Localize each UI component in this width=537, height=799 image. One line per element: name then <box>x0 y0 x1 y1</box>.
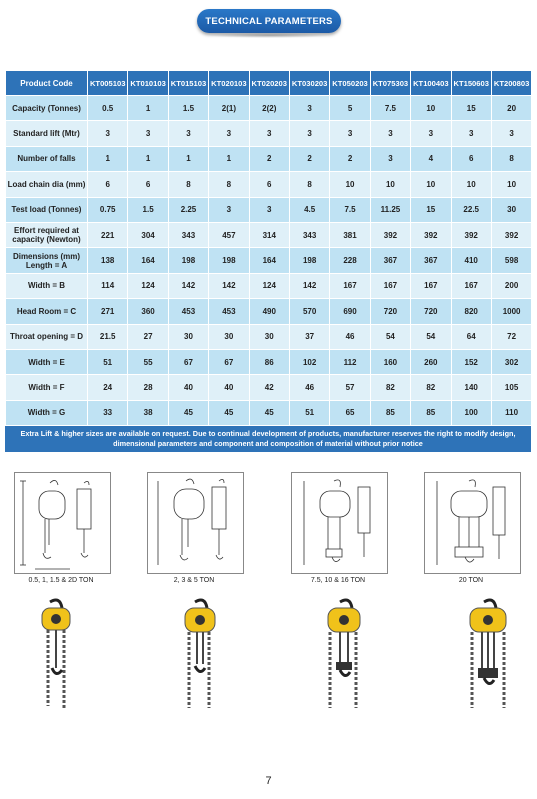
hoist-photo-1-icon <box>30 598 90 710</box>
table-cell: 381 <box>330 222 370 247</box>
table-row <box>6 197 532 222</box>
table-cell: 110 <box>491 400 531 425</box>
table-row <box>6 273 532 298</box>
table-cell: 142 <box>168 273 208 298</box>
table-cell: 10 <box>451 172 491 197</box>
table-cell: 1 <box>168 146 208 171</box>
table-cell: 65 <box>330 400 370 425</box>
table-cell: 140 <box>451 375 491 400</box>
table-row <box>6 248 532 273</box>
table-cell: 3 <box>128 121 168 146</box>
row-label: Width = G <box>6 400 88 425</box>
table-cell: 3 <box>209 121 249 146</box>
table-cell: 54 <box>411 324 451 349</box>
table-cell: 167 <box>451 273 491 298</box>
page-number: 7 <box>265 775 272 787</box>
table-row <box>6 146 532 171</box>
table-cell: 10 <box>370 172 410 197</box>
table-cell: 30 <box>209 324 249 349</box>
table-header-row <box>6 71 532 96</box>
table-cell: 152 <box>451 349 491 374</box>
hoist-drawing-icon <box>148 473 243 573</box>
table-cell: 260 <box>411 349 451 374</box>
table-cell: 314 <box>249 222 289 247</box>
table-row <box>6 400 532 425</box>
diagram-caption-1: 0.5, 1, 1.5 & 2D TON <box>28 577 94 584</box>
table-cell: 367 <box>411 248 451 273</box>
table-cell: 271 <box>88 299 128 324</box>
hoist-photo-3-icon <box>316 598 376 710</box>
table-cell: 3 <box>209 197 249 222</box>
table-cell: 40 <box>168 375 208 400</box>
row-label: Capacity (Tonnes) <box>6 96 88 121</box>
table-cell: 40 <box>209 375 249 400</box>
table-cell: 302 <box>491 349 531 374</box>
table-row <box>6 324 532 349</box>
header-product-code: Product Code <box>6 71 88 96</box>
table-cell: 46 <box>289 375 329 400</box>
table-cell: 42 <box>249 375 289 400</box>
table-cell: 167 <box>370 273 410 298</box>
table-cell: 820 <box>451 299 491 324</box>
hoist-drawing-icon <box>292 473 387 573</box>
row-label: Test load (Tonnes) <box>6 197 88 222</box>
table-cell: 15 <box>411 197 451 222</box>
header-code: KT005103 <box>88 71 128 96</box>
table-cell: 304 <box>128 222 168 247</box>
table-cell: 27 <box>128 324 168 349</box>
table-cell: 164 <box>128 248 168 273</box>
table-cell: 1 <box>128 146 168 171</box>
table-cell: 124 <box>249 273 289 298</box>
table-cell: 392 <box>491 222 531 247</box>
table-cell: 46 <box>330 324 370 349</box>
table-cell: 30 <box>491 197 531 222</box>
table-cell: 5 <box>330 96 370 121</box>
table-cell: 6 <box>128 172 168 197</box>
table-cell: 28 <box>128 375 168 400</box>
diagram-2 <box>147 472 244 574</box>
table-cell: 0.75 <box>88 197 128 222</box>
diagram-4 <box>424 472 521 574</box>
table-cell: 1 <box>88 146 128 171</box>
table-cell: 160 <box>370 349 410 374</box>
row-label: Width = E <box>6 349 88 374</box>
table-cell: 54 <box>370 324 410 349</box>
table-cell: 3 <box>330 121 370 146</box>
header-code: KT050203 <box>330 71 370 96</box>
row-label: Standard lift (Mtr) <box>6 121 88 146</box>
table-cell: 100 <box>451 400 491 425</box>
table-cell: 10 <box>411 96 451 121</box>
table-cell: 102 <box>289 349 329 374</box>
table-cell: 457 <box>209 222 249 247</box>
table-cell: 392 <box>411 222 451 247</box>
table-cell: 3 <box>451 121 491 146</box>
disclaimer-note <box>5 426 531 452</box>
header-code: KT010103 <box>128 71 168 96</box>
table-cell: 72 <box>491 324 531 349</box>
row-label: Width = F <box>6 375 88 400</box>
table-cell: 82 <box>411 375 451 400</box>
table-cell: 2.25 <box>168 197 208 222</box>
row-label: Load chain dia (mm) <box>6 172 88 197</box>
banner-text: TECHNICAL PARAMETERS <box>205 15 333 27</box>
diagram-caption-3: 7.5, 10 & 16 TON <box>310 577 366 584</box>
table-cell: 85 <box>411 400 451 425</box>
table-cell: 33 <box>88 400 128 425</box>
row-label: Throat opening = D <box>6 324 88 349</box>
table-cell: 453 <box>168 299 208 324</box>
table-cell: 198 <box>209 248 249 273</box>
table-cell: 0.5 <box>88 96 128 121</box>
table-cell: 410 <box>451 248 491 273</box>
table-cell: 3 <box>168 121 208 146</box>
table-row <box>6 172 532 197</box>
hoist-drawing-icon <box>15 473 110 573</box>
table-cell: 3 <box>491 121 531 146</box>
table-cell: 200 <box>491 273 531 298</box>
table-cell: 167 <box>330 273 370 298</box>
table-cell: 20 <box>491 96 531 121</box>
table-cell: 490 <box>249 299 289 324</box>
table-cell: 198 <box>289 248 329 273</box>
table-cell: 8 <box>289 172 329 197</box>
header-code: KT200803 <box>491 71 531 96</box>
table-cell: 138 <box>88 248 128 273</box>
hoist-photo-4-icon <box>460 598 520 710</box>
table-cell: 6 <box>88 172 128 197</box>
table-cell: 343 <box>289 222 329 247</box>
table-cell: 164 <box>249 248 289 273</box>
table-cell: 3 <box>88 121 128 146</box>
table-cell: 2 <box>249 146 289 171</box>
table-cell: 2(2) <box>249 96 289 121</box>
table-cell: 11.25 <box>370 197 410 222</box>
table-cell: 221 <box>88 222 128 247</box>
table-cell: 64 <box>451 324 491 349</box>
table-cell: 392 <box>451 222 491 247</box>
header-code: KT020203 <box>249 71 289 96</box>
table-cell: 3 <box>411 121 451 146</box>
table-cell: 8 <box>168 172 208 197</box>
table-cell: 21.5 <box>88 324 128 349</box>
table-cell: 198 <box>168 248 208 273</box>
table-row <box>6 96 532 121</box>
table-cell: 124 <box>128 273 168 298</box>
row-label: Width = B <box>6 273 88 298</box>
table-cell: 55 <box>128 349 168 374</box>
row-label: Head Room = C <box>6 299 88 324</box>
table-cell: 114 <box>88 273 128 298</box>
table-cell: 7.5 <box>330 197 370 222</box>
table-cell: 142 <box>209 273 249 298</box>
table-cell: 38 <box>128 400 168 425</box>
header-code: KT030203 <box>289 71 329 96</box>
table-cell: 86 <box>249 349 289 374</box>
table-row <box>6 349 532 374</box>
table-cell: 7.5 <box>370 96 410 121</box>
table-cell: 367 <box>370 248 410 273</box>
table-cell: 10 <box>491 172 531 197</box>
table-cell: 4 <box>411 146 451 171</box>
table-cell: 82 <box>370 375 410 400</box>
table-cell: 67 <box>209 349 249 374</box>
table-cell: 1 <box>128 96 168 121</box>
table-cell: 8 <box>491 146 531 171</box>
table-cell: 6 <box>451 146 491 171</box>
table-cell: 3 <box>370 146 410 171</box>
table-row <box>6 121 532 146</box>
table-cell: 3 <box>249 197 289 222</box>
table-cell: 690 <box>330 299 370 324</box>
table-row <box>6 375 532 400</box>
table-cell: 51 <box>289 400 329 425</box>
table-cell: 360 <box>128 299 168 324</box>
table-cell: 30 <box>249 324 289 349</box>
table-cell: 45 <box>168 400 208 425</box>
table-cell: 720 <box>411 299 451 324</box>
table-cell: 570 <box>289 299 329 324</box>
table-cell: 57 <box>330 375 370 400</box>
table-cell: 112 <box>330 349 370 374</box>
note-text: Extra Lift & higher sizes are available on request. Due to continual development of products, manufacturer reserves the right to modify design, dimensional parameters and component and composition of material without prior notice <box>20 429 516 448</box>
table-cell: 45 <box>249 400 289 425</box>
row-label: Number of falls <box>6 146 88 171</box>
hoist-drawing-icon <box>425 473 520 573</box>
table-cell: 105 <box>491 375 531 400</box>
table-cell: 142 <box>289 273 329 298</box>
diagram-caption-2: 2, 3 & 5 TON <box>173 577 215 584</box>
technical-parameters-table <box>5 70 532 426</box>
diagram-1 <box>14 472 111 574</box>
table-cell: 2 <box>330 146 370 171</box>
table-cell: 37 <box>289 324 329 349</box>
table-cell: 24 <box>88 375 128 400</box>
diagram-caption-4: 20 TON <box>458 577 484 584</box>
table-cell: 343 <box>168 222 208 247</box>
header-code: KT100403 <box>411 71 451 96</box>
table-cell: 3 <box>289 121 329 146</box>
table-cell: 30 <box>168 324 208 349</box>
header-code: KT015103 <box>168 71 208 96</box>
table-cell: 85 <box>370 400 410 425</box>
table-cell: 6 <box>249 172 289 197</box>
table-cell: 15 <box>451 96 491 121</box>
table-cell: 598 <box>491 248 531 273</box>
table-cell: 167 <box>411 273 451 298</box>
hoist-photo-2-icon <box>173 598 233 710</box>
header-code: KT075303 <box>370 71 410 96</box>
table-cell: 1000 <box>491 299 531 324</box>
row-label: Effort required at capacity (Newton) <box>6 222 88 247</box>
table-cell: 3 <box>370 121 410 146</box>
table-cell: 720 <box>370 299 410 324</box>
table-cell: 8 <box>209 172 249 197</box>
table-cell: 228 <box>330 248 370 273</box>
table-cell: 22.5 <box>451 197 491 222</box>
table-cell: 4.5 <box>289 197 329 222</box>
header-code: KT150603 <box>451 71 491 96</box>
table-cell: 2 <box>289 146 329 171</box>
table-cell: 1.5 <box>128 197 168 222</box>
table-cell: 1 <box>209 146 249 171</box>
table-row <box>6 222 532 247</box>
table-cell: 1.5 <box>168 96 208 121</box>
diagram-3 <box>291 472 388 574</box>
table-cell: 3 <box>249 121 289 146</box>
section-title-banner <box>197 9 341 33</box>
row-label: Dimensions (mm) Length = A <box>6 248 88 273</box>
table-cell: 453 <box>209 299 249 324</box>
table-cell: 10 <box>411 172 451 197</box>
table-cell: 392 <box>370 222 410 247</box>
table-cell: 67 <box>168 349 208 374</box>
table-cell: 51 <box>88 349 128 374</box>
table-cell: 45 <box>209 400 249 425</box>
table-cell: 3 <box>289 96 329 121</box>
table-cell: 2(1) <box>209 96 249 121</box>
table-cell: 10 <box>330 172 370 197</box>
header-code: KT020103 <box>209 71 249 96</box>
table-row <box>6 299 532 324</box>
